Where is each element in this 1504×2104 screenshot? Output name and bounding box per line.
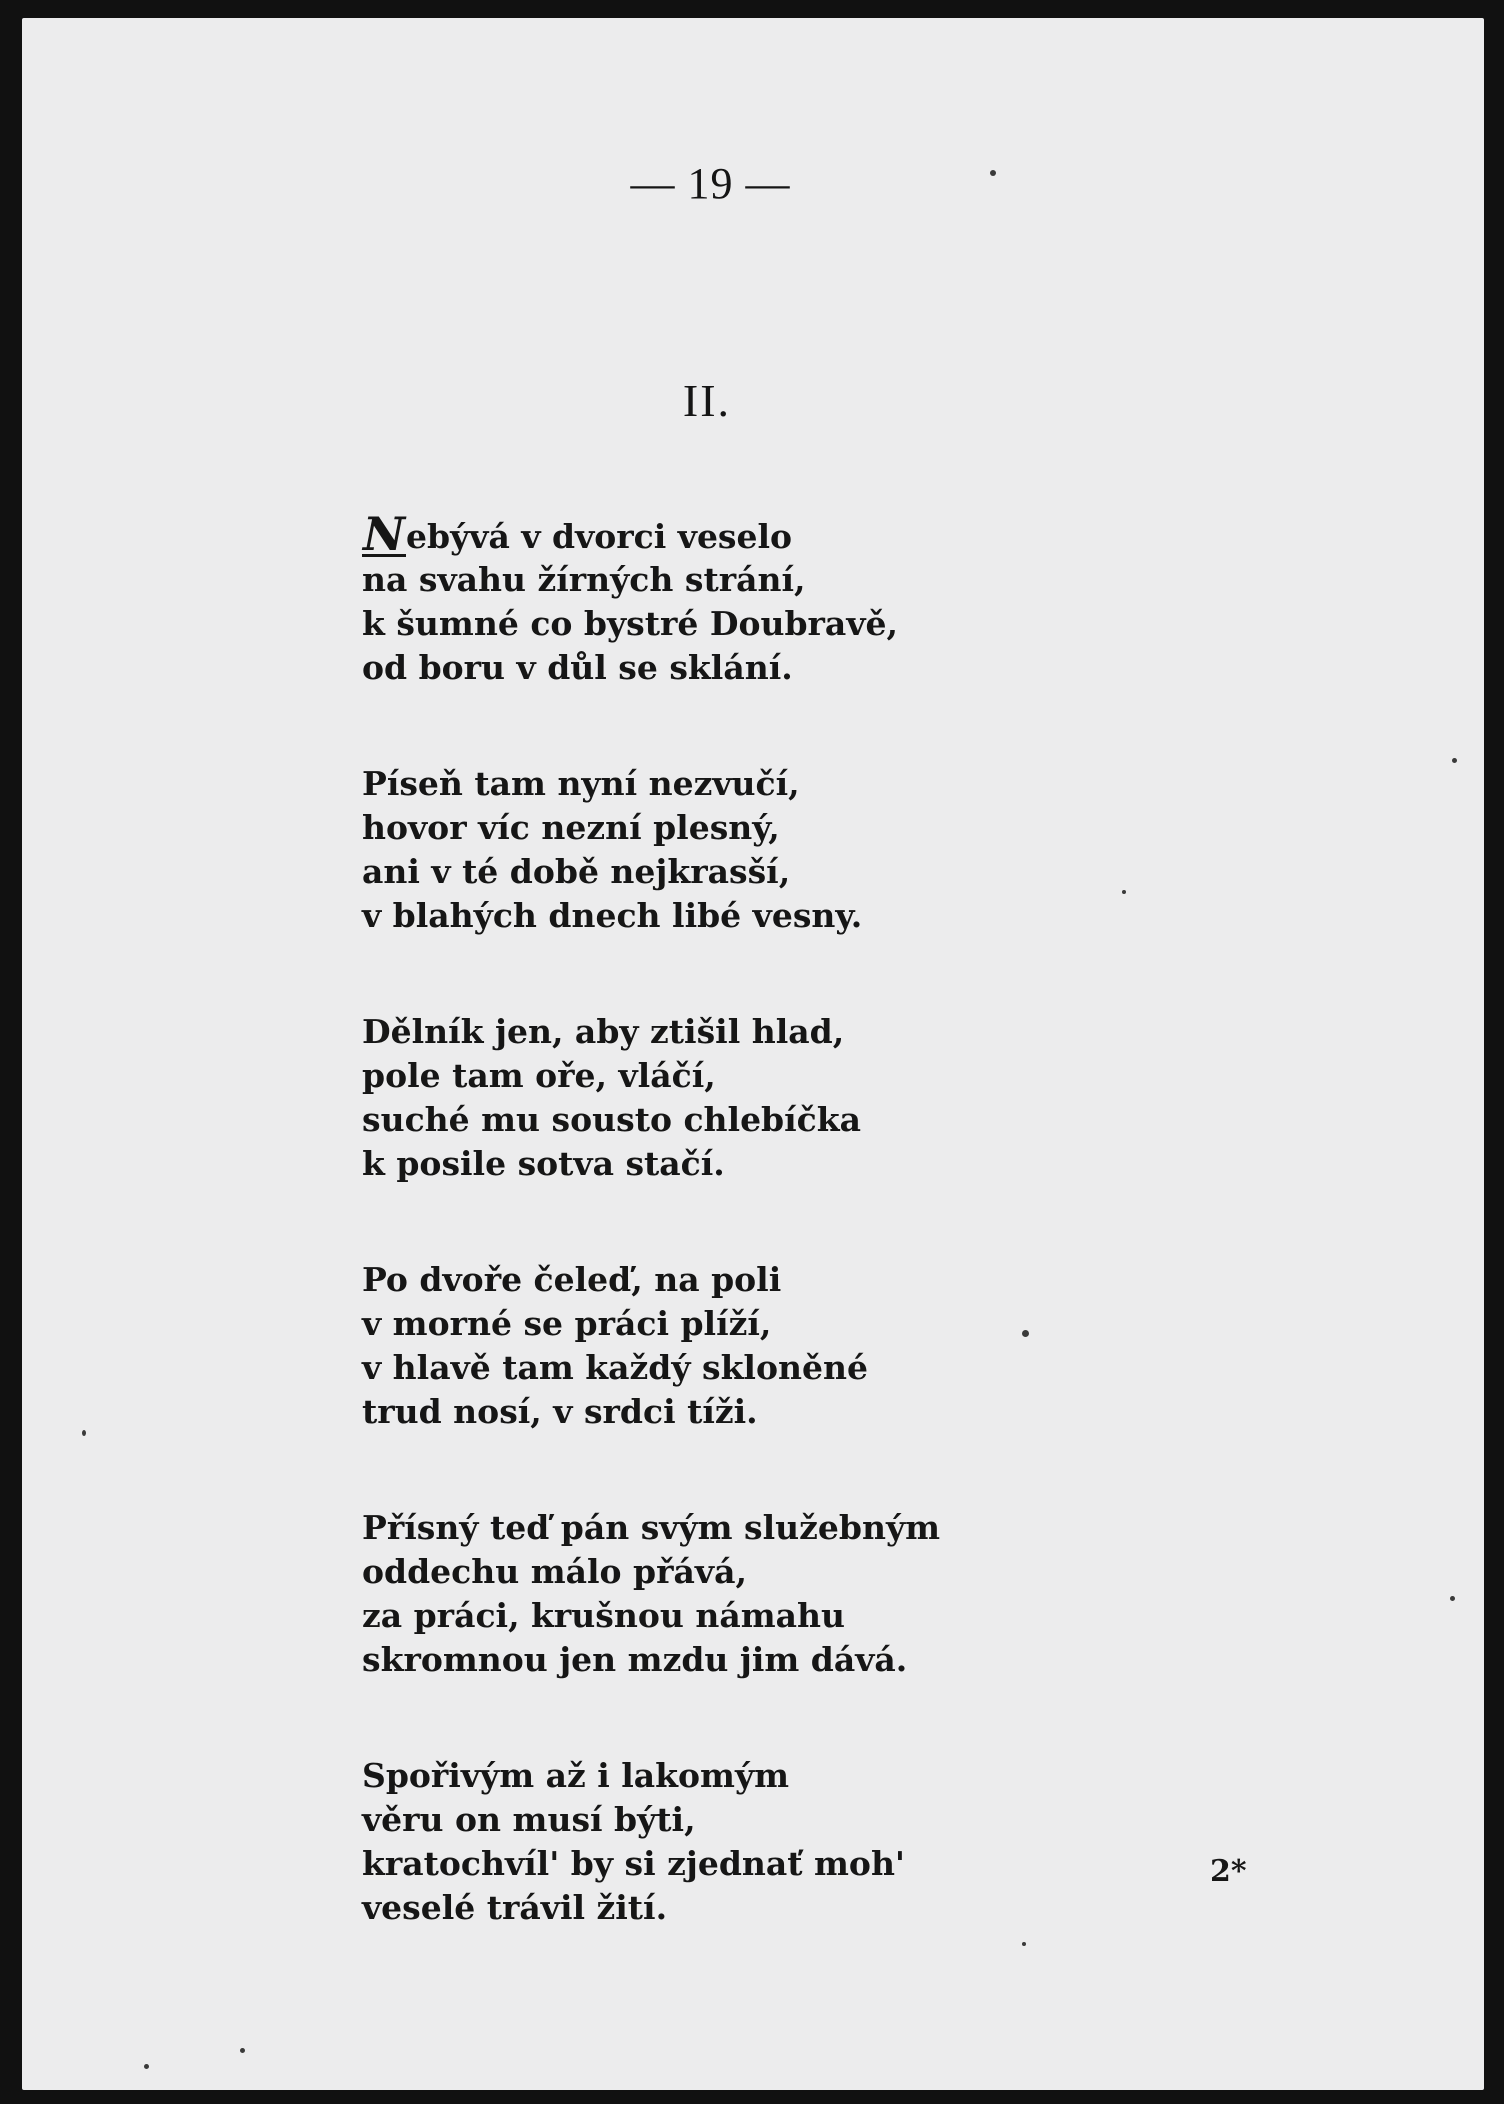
poem-line: Spořivým až i lakomým [362,1756,790,1795]
poem-line: věru on musí býti, [362,1800,696,1839]
scan-speck [1122,890,1126,894]
decorative-initial: N [363,507,406,561]
stanza-3 [362,1010,1162,1186]
poem-line: pole tam oře, vláčí, [362,1056,716,1095]
stanza-6 [362,1754,1162,1930]
poem-line: k posile sotva stačí. [362,1144,725,1183]
poem-line: Dělník jen, aby ztišil hlad, [362,1012,845,1051]
poem-line: ani v té době nejkrasší, [362,852,791,891]
scan-speck [82,1430,86,1436]
poem-line: kratochvíl' by si zjednať moh' [362,1844,906,1883]
scan-speck [1022,1942,1026,1946]
poem-line: suché mu sousto chlebíčka [362,1100,862,1139]
poem-line: v blahých dnech libé vesny. [362,896,863,935]
stanza-4 [362,1258,1162,1434]
poem-line: na svahu žírných strání, [362,560,806,599]
poem-line: trud nosí, v srdci tíži. [362,1392,758,1431]
scan-speck [1022,1330,1029,1337]
poem-line [362,507,1162,561]
scan-speck [240,2048,245,2053]
section-numeral: II. [682,375,732,426]
poem-line: v morné se práci plíží, [362,1304,772,1343]
scan-speck [990,170,996,176]
poem-line: hovor víc nezní plesný, [362,808,780,847]
poem-line: Po dvoře čeleď, na poli [362,1260,782,1299]
poem-line: Přísný teď pán svým služebným [362,1508,941,1547]
scan-speck [1452,758,1457,763]
stanza-2 [362,762,1162,938]
poem [362,507,1162,2002]
poem-line: Píseň tam nyní nezvučí, [362,764,800,803]
book-page [22,18,1484,2090]
poem-line: v hlavě tam každý skloněné [362,1348,868,1387]
page-number: — 19 — [630,159,791,208]
poem-line: skromnou jen mzdu jim dává. [362,1640,908,1679]
poem-line: za práci, krušnou námahu [362,1596,846,1635]
poem-line: veselé trávil žití. [362,1888,668,1927]
poem-line: oddechu málo přává, [362,1552,747,1591]
stanza-1 [362,507,1162,690]
poem-line: k šumné co bystré Doubravě, [362,604,898,643]
scan-speck [144,2064,149,2069]
signature-mark: 2* [1210,1854,1247,1889]
poem-line: od boru v důl se sklání. [362,648,793,687]
scan-speck [1450,1596,1455,1601]
stanza-5 [362,1506,1162,1682]
poem-line-text: ebývá v dvorci veselo [406,517,793,556]
